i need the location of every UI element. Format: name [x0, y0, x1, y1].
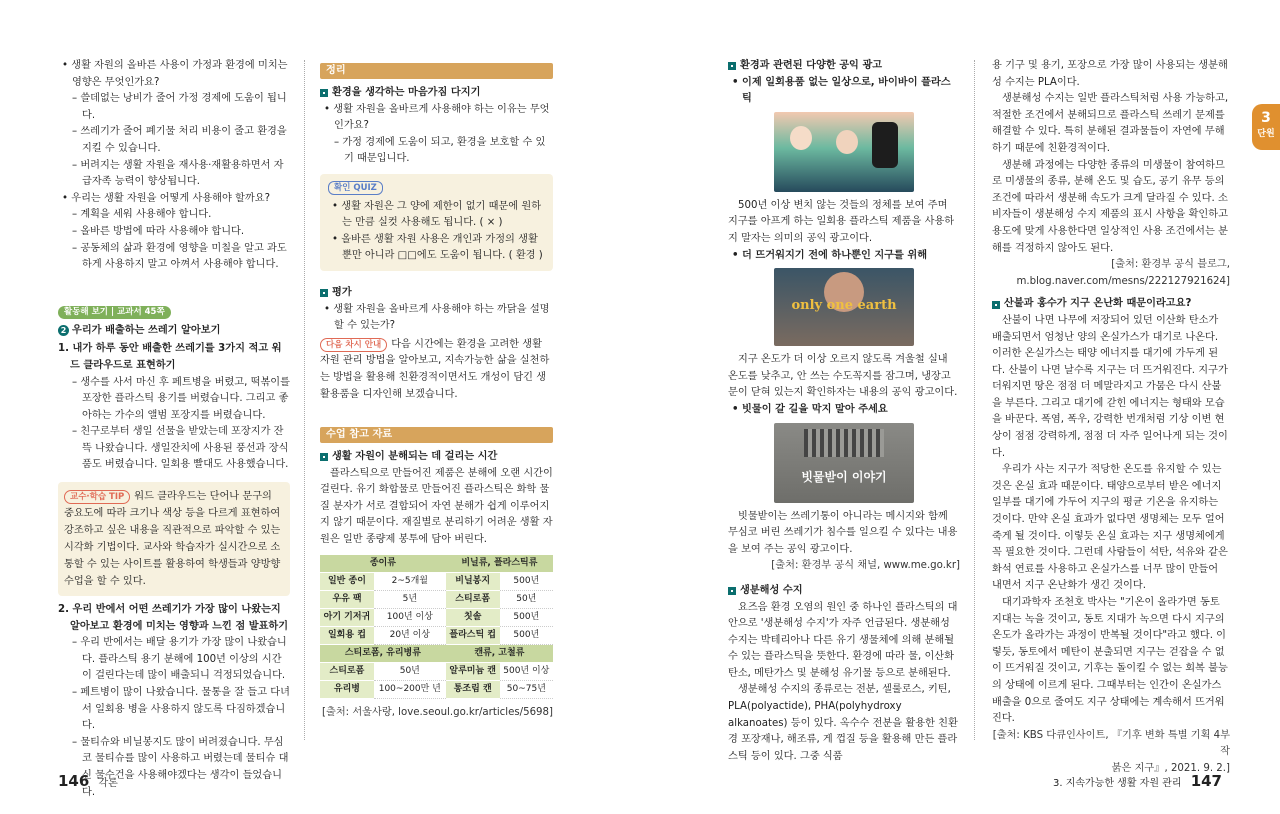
- ad-source: [출처: 환경부 공식 채널, www.me.go.kr]: [771, 560, 960, 572]
- right-column-2: [992, 58, 1230, 778]
- table-row: 일반 종이 2~5개월 비닐봉지 500년: [320, 573, 553, 591]
- quiz-tag: 확인 QUIZ: [328, 181, 383, 195]
- summary-question: • 생활 자원을 올바르게 사용해야 하는 이유는 무엇인가요?: [324, 103, 550, 132]
- right-page: [640, 0, 1280, 814]
- teaching-tip-box: [58, 482, 290, 596]
- right-footer: [1053, 772, 1222, 790]
- left-column-2: [320, 63, 553, 721]
- bioplastic-text-2: 생분해성 수지의 종류로는 전분, 셀룰로스, 키틴, PLA(polyactide), PHA(polyhydroxy alkanoates) 등이 있다. 옥수수 전분을 활용한 친환경 포장재나, 해조류, 게 껍질 등을 활용해 만든 플라스틱 등이 있다. 그중 식품: [728, 684, 958, 762]
- left-column-1: [58, 58, 290, 801]
- ad-text-1: 500년 이상 변치 않는 것들의 정체를 보여 주며 지구를 아프게 하는 일회용 플라스틱 제품을 사용하지 말자는 의미의 공익 광고이다.: [728, 199, 955, 244]
- ads-heading: 환경과 관련된 다양한 공익 광고: [728, 58, 960, 75]
- answer-line: – 우리 반에서는 배달 용기가 가장 많이 나왔습니다. 플라스틱 용기 분해에 100년 이상의 시간이 걸린다는데 많이 배출되니 걱정되었습니다.: [72, 637, 287, 682]
- table-row: 일회용 컵 20년 이상 플라스틱 컵 500년: [320, 627, 553, 645]
- answer-line: – 계획을 세워 사용해야 합니다.: [72, 209, 212, 221]
- answer-line: – 생수를 사서 마신 후 페트병을 버렸고, 떡볶이를 포장한 플라스틱 용기를 버렸습니다. 그리고 좋아하는 가수의 앨범 포장지를 버렸습니다.: [72, 376, 290, 421]
- summary-bar: 정리: [320, 63, 553, 79]
- decomposition-table: [320, 555, 553, 699]
- table-header: 종이류: [320, 555, 446, 573]
- answer-line: – 친구로부터 생일 선물을 받았는데 포장지가 잔뜩 나왔습니다. 생일잔치에 사용된 풍선과 장식품도 버렸습니다. 일회용 빨대도 사용했습니다.: [72, 426, 289, 471]
- question-2: • 우리는 생활 자원을 어떻게 사용해야 할까요?: [62, 192, 270, 204]
- activity-step-2: 2. 우리 반에서 어떤 쓰레기가 가장 많이 나왔는지 알아보고 환경에 미치는 영향과 느낀 점 발표하기: [58, 604, 289, 632]
- table-row: 아기 기저귀 100년 이상 칫솔 500년: [320, 609, 553, 627]
- table-row: 우유 팩 5년 스티로폼 50년: [320, 591, 553, 609]
- ad-image-bye-plastic: [774, 112, 914, 192]
- answer-line: – 쓰레기가 줄어 폐기물 처리 비용이 줄고 환경을 지킬 수 있습니다.: [72, 126, 287, 154]
- bioplastic-text-3: 용 기구 및 용기, 포장으로 가장 많이 사용되는 생분해성 수지는 PLA이다.: [992, 60, 1228, 88]
- evaluation-heading: 평가: [320, 285, 553, 302]
- table-row: 스티로폼 50년 알루미늄 캔 500년 이상: [320, 663, 553, 681]
- summary-answer: – 가정 경제에 도움이 되고, 환경을 보호할 수 있기 때문입니다.: [334, 136, 546, 165]
- answer-line: – 페트병이 많이 나왔습니다. 물통을 잘 들고 다녀서 일회용 병을 사용하지 않도록 다짐하겠습니다.: [72, 687, 290, 732]
- answer-line: – 쓸데없는 낭비가 줄어 가정 경제에 도움이 됩니다.: [72, 93, 287, 121]
- warming-text-3: 대기과학자 조천호 박사는 "기온이 올라가면 동토 지대는 녹을 것이고, 동토 지대가 녹으면 다시 지구의 온도가 올라가는 과정이 반복될 것이다"라고 했다. 이렇듯, 동토에서 메탄이 분출되면 지구는 걷잡을 수 없이 뜨거워질 것이고, 기후는 돌이킬 수 없는 회복 불능의 상태에 이르게 된다. 그때부터는 인간이 온실가스 배출을 0으로 줄여도 지구 상태에는 계속해서 뜨거워진다.: [992, 597, 1228, 725]
- bioplastic-text-1: 요즈음 환경 오염의 원인 중 하나인 플라스틱의 대안으로 '생분해성 수지'가 자주 언급된다. 생분해성 수지는 박테리아나 다른 유기 생물체에 의해 분해될 수 있는 플라스틱을 뜻한다. 환경에 따라 물, 이산화 탄소, 메탄가스 및 분해성 유기물 등으로 분해된다.: [728, 601, 958, 679]
- table-header: 스티로폼, 유리병류: [320, 645, 446, 663]
- ad-text-3: 빗물받이는 쓰레기통이 아니라는 메시지와 함께 무심코 버린 쓰레기가 침수를 일으킬 수 있다는 내용을 보여 주는 공익 광고이다.: [728, 510, 958, 555]
- table-header: 비닐류, 플라스틱류: [446, 555, 553, 573]
- page-number: 146: [58, 772, 90, 790]
- unit-number: 3: [1261, 110, 1271, 126]
- column-divider: [974, 60, 975, 740]
- footer-label: 각론: [98, 778, 118, 789]
- activity-title: 2 우리가 배출하는 쓰레기 알아보기: [58, 323, 290, 340]
- square-bullet-icon: [320, 453, 328, 461]
- question-1: • 생활 자원의 올바른 사용이 가정과 환경에 미치는 영향은 무엇인가요?: [62, 60, 288, 88]
- answer-line: – 버려지는 생활 자원을 재사용·재활용하면서 자급자족 능력이 향상됩니다.: [72, 159, 284, 188]
- warming-source-2: 붉은 지구』, 2021. 9. 2.]: [1111, 762, 1230, 774]
- warming-source-1: [출처: KBS 다큐인사이트, 『기후 변화 특별 기획 4부작: [992, 729, 1230, 758]
- bioplastic-source-2: m.blog.naver.com/mesns/222127921624]: [1016, 275, 1230, 287]
- next-class-notice: 다음 차시 안내 다음 시간에는 환경을 고려한 생활 자원 관리 방법을 알아보고, 지속가능한 삶을 실천하는 방법을 활용해 친환경적이면서도 개성이 담긴 생활용품을 디자인해 보겠습니다.: [320, 338, 550, 400]
- reference-bar: 수업 참고 자료: [320, 427, 553, 443]
- unit-side-tab: [1252, 104, 1280, 150]
- table-row: 유리병 100~200만 년 통조림 캔 50~75년: [320, 681, 553, 699]
- warming-text-1: 산불이 나면 나무에 저장되어 있던 이산화 탄소가 배출되면서 엄청난 양의 온실가스가 대기로 나온다. 이러한 온실가스는 태양 에너지를 대기에 가두게 된다. 산불이 나면 날수록 지구는 더 뜨거워진다. 지구가 더워지면 땅은 점점 더 메말라지고 가뭄은 다시 산불을 부른다. 그리고 대기에 갇힌 에너지는 형태와 모습을 바꾼다. 폭염, 폭우, 강력한 번개처럼 기상 이변 현상이 점점 강력하게, 점점 더 자주 일어나게 되는 것이다.: [992, 314, 1228, 459]
- number-badge: 2: [58, 325, 69, 336]
- quiz-item: • 올바른 생활 자원 사용은 개인과 가정의 생활뿐만 아니라 □□에도 도움이 됩니다. ( 환경 ): [332, 233, 543, 262]
- bioplastic-text-5: 생분해 과정에는 다양한 종류의 미생물이 참여하므로 미생물의 종류, 분해 온도 및 습도, 공기 유무 등의 조건에 따라서 생분해 속도가 크게 달라질 수 있다. 소비자들이 생분해성 수지 제품의 표시 사항을 확인하고 용도에 맞게 사용한다면 일상적인 사용 조건에서는 분해를 걱정하지 않아도 된다.: [992, 159, 1228, 254]
- bioplastic-heading: 생분해성 수지: [728, 583, 960, 600]
- reference-source: [출처: 서울사랑, love.seoul.go.kr/articles/5698]: [322, 706, 553, 718]
- ad-image-caption: only one earth: [791, 298, 897, 314]
- reference-heading: 생활 자원이 분해되는 데 걸리는 시간: [320, 449, 553, 466]
- square-bullet-icon: [728, 62, 736, 70]
- reference-text: 플라스틱으로 만들어진 제품은 분해에 오랜 시간이 걸린다. 유기 화합물로 만들어진 플라스틱은 화학 물질 분자가 서로 결합되어 자연 분해가 쉽게 이루어지지 않기 때문이다. 재질별로 분리하기 어려운 생활 자원은 일반 종량제 봉투에 담아 버린다.: [320, 467, 553, 546]
- right-column-1: [728, 58, 960, 765]
- tip-text: 워드 클라우드는 단어나 문구의 중요도에 따라 크기나 색상 등을 다르게 표현하여 강조하고 싶은 내용을 직관적으로 파악할 수 있는 시각화 기법이다. 교사와 학습자가 실시간으로 소통할 수 있는 사이트를 활용하여 학생들과 양방향 수업을 할 수 있다.: [64, 491, 281, 588]
- unit-label: 단원: [1257, 129, 1275, 139]
- ad-image-only-one-earth: [774, 268, 914, 346]
- activity-tag-row: [58, 306, 290, 319]
- ad-title-1: • 이제 일회용품 없는 일상으로, 바이바이 플라스틱: [732, 76, 951, 105]
- answer-line: – 공동체의 삶과 환경에 영향을 미칠을 알고 과도하게 사용하지 말고 아껴서 사용해야 합니다.: [72, 242, 287, 271]
- bioplastic-source-1: [출처: 환경부 공식 블로그,: [1111, 259, 1230, 271]
- column-divider: [304, 60, 305, 740]
- square-bullet-icon: [728, 587, 736, 595]
- evaluation-question: • 생활 자원을 올바르게 사용해야 하는 까닭을 설명할 수 있는가?: [324, 303, 550, 332]
- answer-line: – 물티슈와 비닐봉지도 많이 버려졌습니다. 무심코 물티슈를 많이 사용하고 버렸는데 물티슈 대신 물수건을 사용해야겠다는 생각이 들었습니다.: [72, 736, 289, 798]
- ad-title-2: • 더 뜨거워지기 전에 하나뿐인 지구를 위해: [732, 249, 928, 261]
- activity-tag: 활동해 보기 | 교과서 45쪽: [58, 306, 171, 319]
- ad-text-2: 지구 온도가 더 이상 오르지 않도록 겨울철 실내 온도를 낮추고, 안 쓰는 수도꼭지를 잠그며, 냉장고 문이 닫혀 있는지 확인하자는 내용의 공익 광고이다.: [728, 354, 958, 399]
- quiz-box: [320, 174, 553, 271]
- page-number: 147: [1190, 772, 1222, 790]
- square-bullet-icon: [320, 89, 328, 97]
- next-class-tag: 다음 차시 안내: [320, 338, 387, 352]
- square-bullet-icon: [992, 301, 1000, 309]
- answer-line: – 올바른 방법에 따라 사용해야 합니다.: [72, 225, 245, 237]
- ad-title-3: • 빗물이 갈 길을 막지 말아 주세요: [732, 403, 888, 415]
- activity-step-1: 1. 내가 하루 동안 배출한 쓰레기를 3가지 적고 워드 클라우드로 표현하기: [58, 343, 282, 371]
- ad-image-rain-drain: [774, 423, 914, 503]
- footer-label: 3. 지속가능한 생활 자원 관리: [1052, 778, 1182, 789]
- bioplastic-text-4: 생분해성 수지는 일반 플라스틱처럼 사용 가능하고, 적절한 조건에서 분해되므로 플라스틱 쓰레기 문제를 해결할 수 있다. 특히 분해된 결과물들이 자연에 무해하기 때문에 친환경적이다.: [992, 93, 1229, 154]
- warming-text-2: 우리가 사는 지구가 적당한 온도를 유지할 수 있는 것은 온실 효과 때문이다. 태양으로부터 받은 에너지 일부를 대기에 가두어 지구의 평균 기온을 유지하는 것이다. 만약 온실 효과가 없다면 생명체는 모두 얼어 죽게 될 것이다. 이렇듯 온실 효과는 지구 생명체에게 꼭 필요한 것이다. 그런데 사람들이 석탄, 석유와 같은 화석 연료를 사용하고 온실가스를 너무 많이 만들어 내면서 지구 온난화가 생긴 것이다.: [992, 464, 1228, 592]
- tip-tag: 교수·학습 TIP: [64, 490, 130, 504]
- left-footer: [58, 772, 118, 790]
- quiz-item: • 생활 자원은 그 양에 제한이 없기 때문에 원하는 만큼 실컷 사용해도 됩니다. ( × ): [332, 200, 542, 229]
- ad-image-caption: 빗물받이 이야기: [801, 469, 887, 484]
- table-header: 캔류, 고철류: [446, 645, 553, 663]
- summary-heading: 환경을 생각하는 마음가짐 다지기: [320, 85, 553, 102]
- warming-heading: 산불과 홍수가 지구 온난화 때문이라고요?: [992, 296, 1230, 313]
- square-bullet-icon: [320, 289, 328, 297]
